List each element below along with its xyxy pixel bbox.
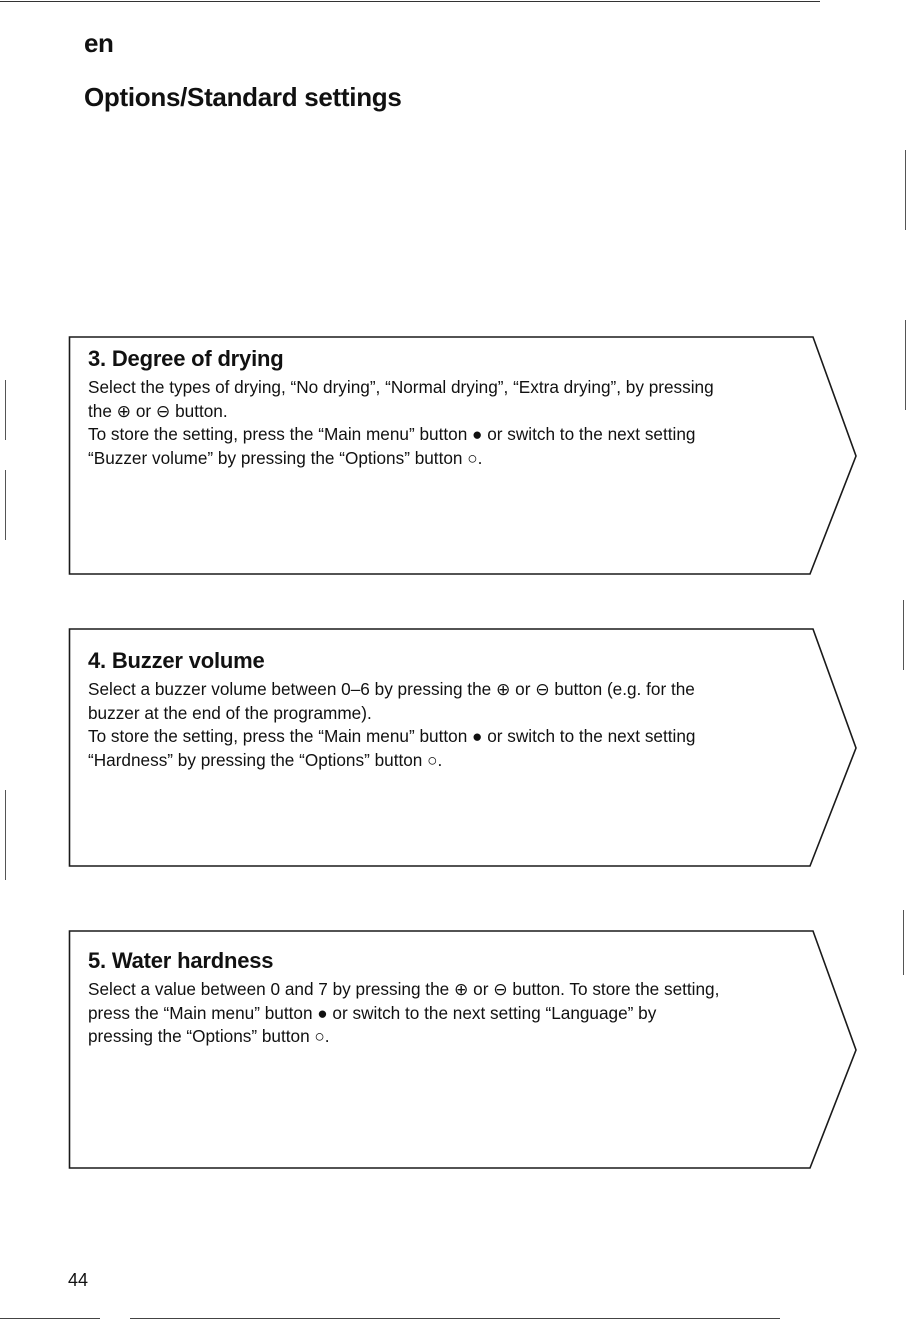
section-line: “Hardness” by pressing the “Options” button ○.: [88, 749, 443, 770]
language-code: en: [84, 28, 114, 58]
bottom-rule: [0, 1318, 100, 1319]
section-water-hardness: [68, 928, 858, 1170]
page-title: Options/Standard settings: [84, 82, 402, 112]
section-heading: 3. Degree of drying: [88, 346, 284, 371]
scan-edge-mark: [905, 320, 906, 410]
section-line: the ⊕ or ⊖ button.: [88, 400, 228, 421]
bottom-rule: [130, 1318, 780, 1319]
scan-edge-mark: [5, 380, 6, 440]
section-line: Select a buzzer volume between 0–6 by pressing the ⊕ or ⊖ button (e.g. for the: [88, 679, 695, 699]
section-line: Select the types of drying, “No drying”, “Normal drying”, “Extra drying”, by pressing: [88, 377, 714, 397]
scan-edge-mark: [905, 150, 906, 230]
section-line: “Buzzer volume” by pressing the “Options” button ○.: [88, 447, 483, 468]
section-line: To store the setting, press the “Main menu” button ● or switch to the next setting: [88, 726, 696, 746]
section-heading: 4. Buzzer volume: [88, 648, 265, 673]
section-degree-of-drying: [68, 334, 858, 576]
top-rule: [0, 1, 820, 2]
section-line: pressing the “Options” button ○.: [88, 1026, 330, 1046]
section-line: Select a value between 0 and 7 by pressing the ⊕ or ⊖ button. To store the setting,: [88, 979, 720, 999]
scan-edge-mark: [5, 790, 6, 880]
section-line: press the “Main menu” button ● or switch to the next setting “Language” by: [88, 1002, 657, 1023]
section-buzzer-volume: [68, 626, 858, 868]
page-number: 44: [68, 1270, 89, 1290]
section-line: To store the setting, press the “Main menu” button ● or switch to the next setting: [88, 424, 696, 444]
section-line: buzzer at the end of the programme).: [88, 702, 372, 723]
scan-edge-mark: [903, 600, 904, 670]
section-heading: 5. Water hardness: [88, 948, 274, 973]
scan-edge-mark: [903, 910, 904, 975]
scan-edge-mark: [5, 470, 6, 540]
